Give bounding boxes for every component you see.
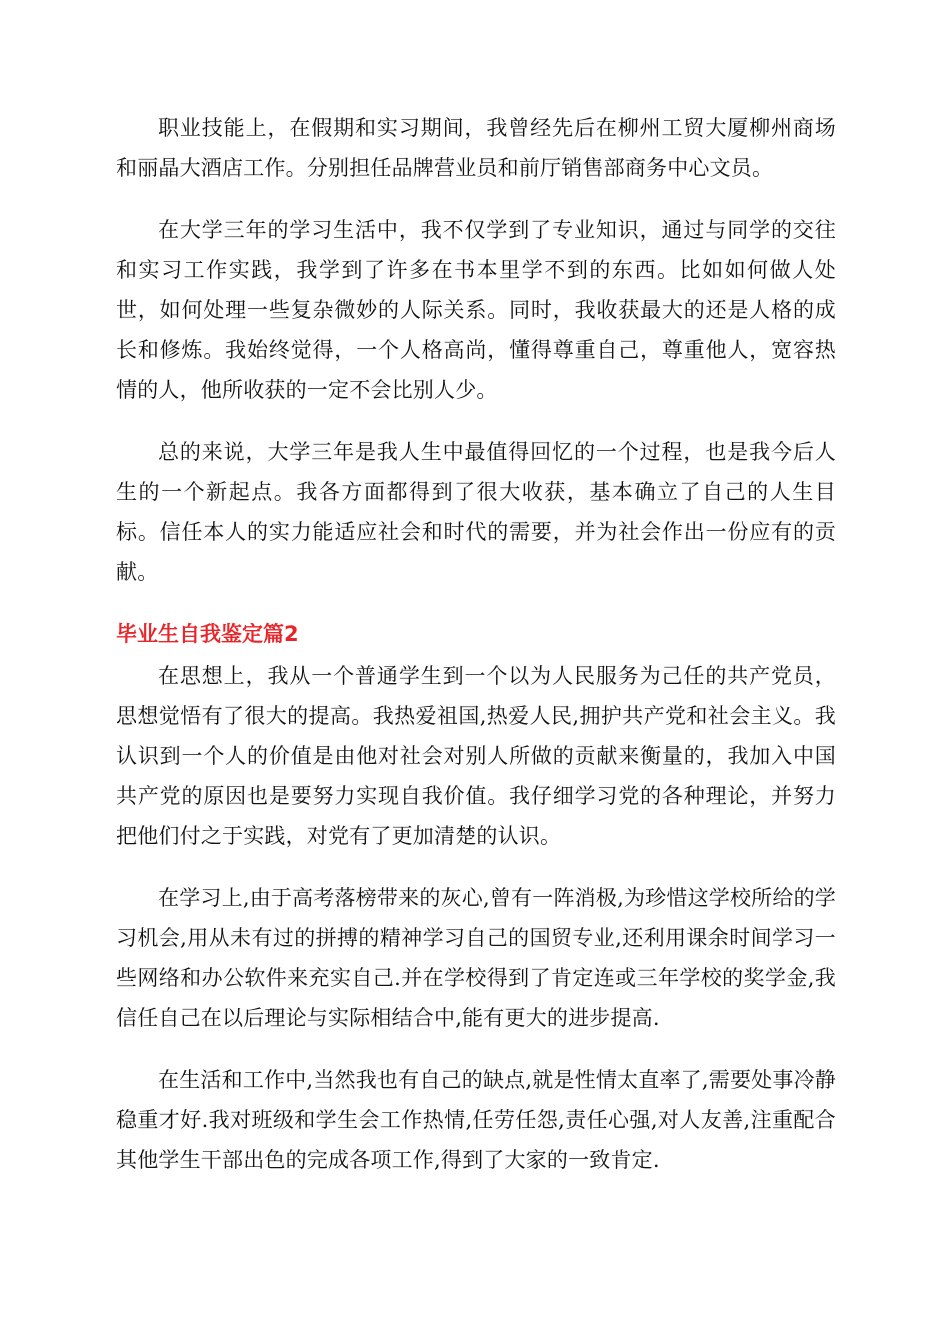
paragraph-life-work: 在生活和工作中,当然我也有自己的缺点,就是性情太直率了,需要处事冷静稳重才好.我对班级和学生会工作热情,任劳任怨,责任心强,对人友善,注重配合其他学生干部出色的完成各项工作,得到了大家的一致肯定.: [116, 1068, 836, 1172]
section-one: [116, 108, 836, 592]
paragraph-study: 在学习上,由于高考落榜带来的灰心,曾有一阵消极,为珍惜这学校所给的学习机会,用从未有过的拼搏的精神学习自己的国贸专业,还利用课余时间学习一些网络和办公软件来充实自己.并在学校得到了肯定连或三年学校的奖学金,我信任自己在以后理论与实际相结合中,能有更大的进步提高.: [116, 886, 836, 1030]
paragraph-summary: 总的来说，大学三年是我人生中最值得回忆的一个过程，也是我今后人生的一个新起点。我各方面都得到了很大收获，基本确立了自己的人生目标。信任本人的实力能适应社会和时代的需要，并为社会作出一份应有的贡献。: [116, 440, 836, 584]
document-page: [116, 108, 836, 1202]
paragraph-vocational-skills: 职业技能上，在假期和实习期间，我曾经先后在柳州工贸大厦柳州商场和丽晶大酒店工作。分别担任品牌营业员和前厅销售部商务中心文员。: [116, 116, 836, 180]
section-heading: 毕业生自我鉴定篇2: [116, 622, 299, 646]
paragraph-university-life: 在大学三年的学习生活中，我不仅学到了专业知识，通过与同学的交往和实习工作实践，我学到了许多在书本里学不到的东西。比如如何做人处世，如何处理一些复杂微妙的人际关系。同时，我收获最大的还是人格的成长和修炼。我始终觉得，一个人格高尚，懂得尊重自己，尊重他人，宽容热情的人，他所收获的一定不会比别人少。: [116, 218, 836, 402]
paragraph-ideology: 在思想上，我从一个普通学生到一个以为人民服务为己任的共产党员，思想觉悟有了很大的提高。我热爱祖国,热爱人民,拥护共产党和社会主义。我认识到一个人的价值是由他对社会对别人所做的贡献来衡量的，我加入中国共产党的原因也是要努力实现自我价值。我仔细学习党的各种理论，并努力把他们付之于实践，对党有了更加清楚的认识。: [116, 664, 836, 848]
section-two: [116, 614, 836, 1180]
